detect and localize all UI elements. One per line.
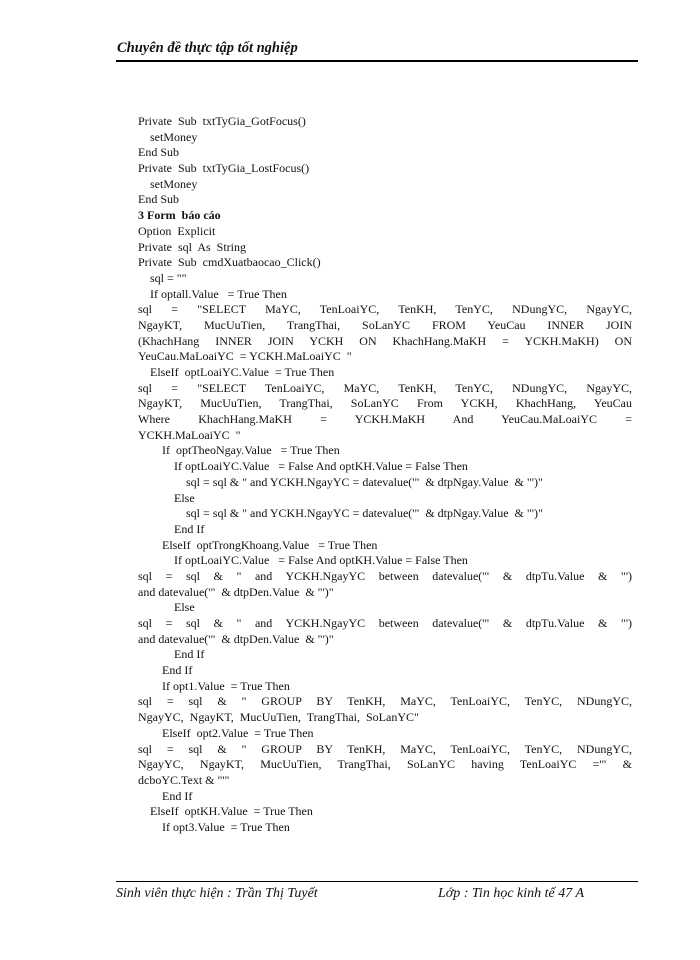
code-line: YCKH.MaLoaiYC " bbox=[138, 427, 241, 442]
code-line: End If bbox=[138, 521, 205, 536]
footer-student-name: Sinh viên thực hiện : Trần Thị Tuyết bbox=[116, 886, 318, 901]
code-line: Private Sub txtTyGia_GotFocus() bbox=[138, 114, 306, 128]
code-line: Else bbox=[138, 600, 195, 615]
code-line: If opt1.Value = True Then bbox=[138, 678, 290, 693]
code-line: If optLoaiYC.Value = False And optKH.Value = False Then bbox=[138, 459, 468, 474]
code-line: and datevalue('" & dtpDen.Value & "')" bbox=[138, 631, 334, 646]
code-line: NgayKT, MucUuTien, TrangThai, SoLanYC FROM YeuCau INNER JOIN bbox=[138, 317, 632, 332]
code-line: End If bbox=[138, 647, 205, 662]
code-line: dcboYC.Text & "'" bbox=[138, 772, 230, 787]
code-line: sql = sql & " GROUP BY TenKH, MaYC, TenLoaiYC, TenYC, NDungYC, bbox=[138, 741, 632, 756]
code-line: setMoney bbox=[138, 176, 198, 191]
code-line: ElseIf optKH.Value = True Then bbox=[138, 804, 313, 819]
code-line: If opt3.Value = True Then bbox=[138, 819, 290, 834]
code-line: If optall.Value = True Then bbox=[138, 286, 287, 301]
code-line: If optLoaiYC.Value = False And optKH.Value = False Then bbox=[138, 553, 468, 568]
code-line: ElseIf opt2.Value = True Then bbox=[138, 725, 314, 740]
code-line: sql = sql & " and YCKH.NgayYC between datevalue('" & dtpTu.Value & "') bbox=[138, 616, 632, 630]
code-line: Else bbox=[138, 490, 195, 505]
code-line: sql = sql & " GROUP BY TenKH, MaYC, TenLoaiYC, TenYC, NDungYC, bbox=[138, 694, 632, 709]
code-line: Private sql As String bbox=[138, 239, 247, 254]
code-listing bbox=[138, 114, 632, 836]
page-header-title: Chuyên đề thực tập tốt nghiệp bbox=[117, 40, 298, 56]
header-divider bbox=[116, 60, 638, 62]
code-line: End If bbox=[138, 663, 193, 678]
code-line: ElseIf optLoaiYC.Value = True Then bbox=[138, 365, 335, 379]
code-line: sql = sql & " and YCKH.NgayYC between datevalue('" & dtpTu.Value & "') bbox=[138, 568, 632, 583]
code-line: sql = sql & " and YCKH.NgayYC = datevalue('" & dtpNgay.Value & "')" bbox=[138, 506, 543, 521]
code-line: Private Sub cmdXuatbaocao_Click() bbox=[138, 255, 321, 270]
code-line: setMoney bbox=[138, 129, 198, 144]
code-line: End Sub bbox=[138, 145, 180, 160]
code-line: NgayKT, MucUuTien, TrangThai, SoLanYC From YCKH, KhachHang, YeuCau bbox=[138, 396, 632, 411]
code-line: sql = "SELECT TenLoaiYC, MaYC, TenKH, TenYC, NDungYC, NgayYC, bbox=[138, 380, 632, 395]
code-line: sql = "SELECT MaYC, TenLoaiYC, TenKH, TenYC, NDungYC, NgayYC, bbox=[138, 302, 632, 317]
code-line: YeuCau.MaLoaiYC = YCKH.MaLoaiYC " bbox=[138, 349, 352, 364]
code-line: 3 Form báo cáo bbox=[138, 208, 221, 223]
code-line: End If bbox=[138, 788, 193, 803]
footer-divider bbox=[116, 881, 638, 882]
code-line: NgayYC, NgayKT, MucUuTien, TrangThai, SoLanYC" bbox=[138, 710, 419, 725]
code-line: sql = "" bbox=[138, 270, 187, 285]
code-line: Option Explicit bbox=[138, 223, 216, 238]
code-line: (KhachHang INNER JOIN YCKH ON KhachHang.MaKH = YCKH.MaKH) ON bbox=[138, 333, 632, 348]
code-line: End Sub bbox=[138, 192, 180, 207]
code-line: and datevalue('" & dtpDen.Value & "')" bbox=[138, 584, 334, 599]
footer-class-name: Lớp : Tin học kinh tế 47 A bbox=[438, 886, 585, 901]
code-line: If optTheoNgay.Value = True Then bbox=[138, 443, 340, 458]
code-line: NgayYC, NgayKT, MucUuTien, TrangThai, SoLanYC having TenLoaiYC ='" & bbox=[138, 757, 632, 772]
code-line: Where KhachHang.MaKH = YCKH.MaKH And YeuCau.MaLoaiYC = bbox=[138, 412, 632, 427]
code-line: ElseIf optTrongKhoang.Value = True Then bbox=[138, 537, 378, 552]
code-line: sql = sql & " and YCKH.NgayYC = datevalue('" & dtpNgay.Value & "')" bbox=[138, 474, 543, 489]
code-line: Private Sub txtTyGia_LostFocus() bbox=[138, 161, 310, 176]
